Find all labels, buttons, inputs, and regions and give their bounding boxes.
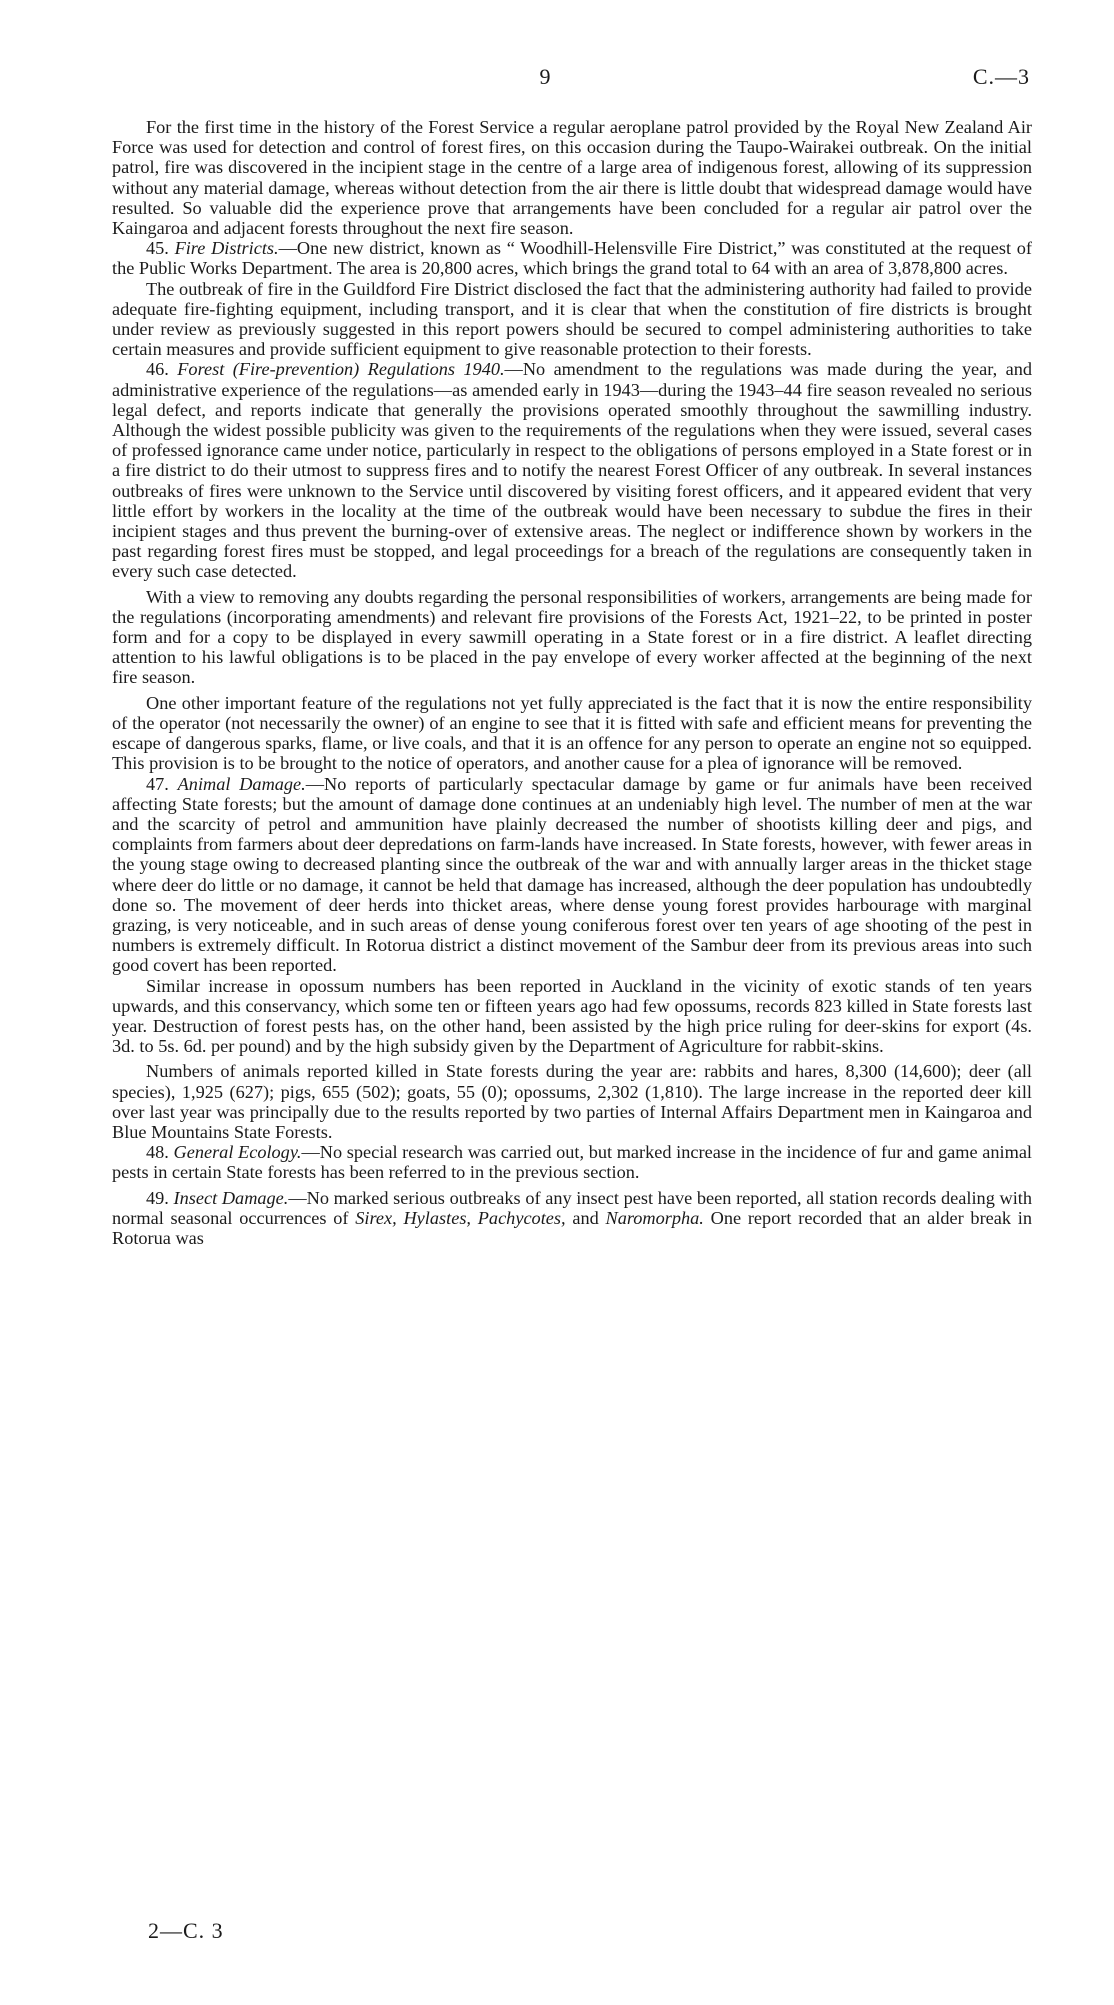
paragraph-text: —No special research was carried out, but marked increase in the incidence of fur and game animal pests in certain State forests has been referred to in the previous section. — [112, 1142, 1033, 1183]
paragraph-text: and — [565, 1207, 606, 1228]
paragraph-engine-operator — [112, 693, 1032, 774]
section-number: 48. — [146, 1142, 174, 1163]
section-heading: Insect Damage. — [173, 1187, 289, 1208]
section-number: 47. — [146, 773, 178, 794]
document-body — [112, 117, 1032, 1248]
paragraph-text: With a view to removing any doubts regarding the personal responsibilities of workers, arrangements are being made for the regulations (incorporating amendments) and relevant fire provisions of the Forests Act, 1921–22, to be printed in poster form and for a copy to be displayed in every sawmill operating in a State forest or in a fire district. A leaflet directing attention to his lawful obligations is to be placed in the pay envelope of every worker affected at the beginning of the next fire season. — [112, 586, 1032, 688]
paragraph-air-patrol — [112, 117, 1032, 238]
paragraph-text: The outbreak of fire in the Guildford Fire District disclosed the fact that the administering authority had failed to provide adequate fire-fighting equipment, including transport, and it is clear that when the constitution of fire districts is brought under review as previously suggested in this report powers should be secured to compel administering authorities to take certain measures and provide sufficient equipment to give reasonable protection to their forests. — [112, 278, 1032, 360]
paragraph-text: —No amendment to the regulations was made during the year, and administrative experience of the regulations—as amended early in 1943—during the 1943–44 fire season revealed no serious legal defect, and reports indicate that generally the provisions operated smoothly throughout the sawmilling industry. Although the widest possible publicity was given to the requirements of the regulations when they were issued, several cases of professed ignorance came under notice, particularly in respect to the obligations of persons employed in a State forest or in a fire district to do their utmost to suppress fires and to notify the nearest Forest Officer of any outbreak. In several instances outbreaks of fires were unknown to the Service until discovered by visiting forest officers, and it appeared evident that very little effort by workers in the locality at the time of the outbreak would have been necessary to subdue the fires in their incipient stages and thus prevent the burning-over of extensive areas. The neglect or indifference shown by workers in the past regarding forest fires must be stopped, and legal proceedings for a breach of the regulations are consequently taken in every such case detected. — [112, 359, 1033, 582]
section-number: 46. — [146, 359, 178, 380]
paragraph-text: —One new district, known as “ Woodhill-Helensville Fire District,” was constituted at the request of the Public Works Department. The area is 20,800 acres, which brings the grand total to 64 with an area of 3,878,800 acres. — [112, 238, 1032, 279]
paragraph-fire-districts — [112, 238, 1032, 278]
insect-genus-names: Sirex, Hylastes, Pachycotes, — [355, 1207, 566, 1228]
paragraph-text: Numbers of animals reported killed in State forests during the year are: rabbits and hares, 8,300 (14,600); deer (all species), 1,925 (627); pigs, 655 (502); goats, 55 (0); opossums, 2,302 (1,810). The large increase in the reported deer kill over last year was principally due to the results reported by two parties of Internal Affairs Department men in Kaingaroa and Blue Mountains State Forests. — [112, 1061, 1032, 1142]
paragraph-worker-responsibilities — [112, 587, 1032, 688]
paragraph-text: One report recorded that an alder break in Rotorua was — [112, 1207, 1032, 1248]
section-number: 49. — [146, 1187, 174, 1208]
document-reference: C.—3 — [972, 64, 1030, 89]
paragraph-animal-damage — [112, 774, 1032, 976]
printer-signature: 2—C. 3 — [148, 1918, 224, 1943]
section-heading: Forest (Fire-prevention) Regulations 1940. — [177, 359, 505, 380]
paragraph-fire-prevention-regulations — [112, 359, 1032, 581]
paragraph-guildford-outbreak — [112, 279, 1032, 360]
section-heading: Animal Damage. — [177, 773, 306, 794]
section-heading: General Ecology. — [173, 1142, 302, 1163]
section-heading: Fire Districts. — [174, 238, 279, 259]
paragraph-text: For the first time in the history of the Forest Service a regular aeroplane patrol provided by the Royal New Zealand Air Force was used for detection and control of forest fires, on this occasion during the Taupo-Wairakei outbreak. On the initial patrol, fire was discovered in the incipient stage in the centre of a large area of indigenous forest, allowing of its suppression without any material damage, whereas without detection from the air there is little doubt that widespread damage would have resulted. So valuable did the experience prove that arrangements have been concluded for a regular air patrol over the Kaingaroa and adjacent forests throughout the next fire season. — [112, 117, 1032, 239]
paragraph-text: One other important feature of the regulations not yet fully appreciated is the fact that it is now the entire responsibility of the operator (not necessarily the owner) of an engine to see that it is fitted with safe and efficient means for preventing the escape of dangerous sparks, flame, or live coals, and that it is an offence for any person to operate an engine not so equipped. This provision is to be brought to the notice of operators, and another cause for a plea of ignorance will be removed. — [112, 692, 1032, 774]
paragraph-animals-killed — [112, 1061, 1032, 1142]
section-number: 45. — [146, 238, 175, 259]
paragraph-text: Similar increase in opossum numbers has been reported in Auckland in the vicinity of exotic stands of ten years upwards, and this conservancy, which some ten or fifteen years ago had few opossums, records 823 killed in State forests last year. Destruction of forest pests has, on the other hand, been assisted by the high price ruling for deer-skins for export (4s. 3d. to 5s. 6d. per pound) and by the high subsidy given by the Department of Agriculture for rabbit-skins. — [112, 975, 1032, 1057]
paragraph-text: —No marked serious outbreaks of any insect pest have been reported, all station records dealing with normal seasonal occurrences of — [112, 1187, 1033, 1228]
paragraph-insect-damage — [112, 1188, 1032, 1249]
paragraph-general-ecology — [112, 1142, 1032, 1182]
insect-genus-names: Naromorpha. — [605, 1207, 704, 1228]
page-number: 9 — [539, 64, 551, 89]
paragraph-text: —No reports of particularly spectacular damage by game or fur animals have been received affecting State forests; but the amount of damage done continues at an undeniably high level. The number of men at the war and the scarcity of petrol and ammunition have plainly decreased the number of shootists killing deer and pigs, and complaints from farmers about deer depredations on farm-lands have increased. In State forests, however, with fewer areas in the young stage owing to decreased planting since the outbreak of the war and with annually larger areas in the thicket stage where deer do little or no damage, it cannot be held that damage has increased, although the deer population has undoubtedly done so. The movement of deer herds into thicket areas, where dense young forest provides harbourage with marginal grazing, is very noticeable, and in such areas of dense young coniferous forest over ten years of age shooting of the pest in numbers is extremely difficult. In Rotorua district a distinct movement of the Sambur deer from its previous areas into such good covert has been reported. — [112, 773, 1033, 976]
paragraph-opossum-numbers — [112, 976, 1032, 1057]
